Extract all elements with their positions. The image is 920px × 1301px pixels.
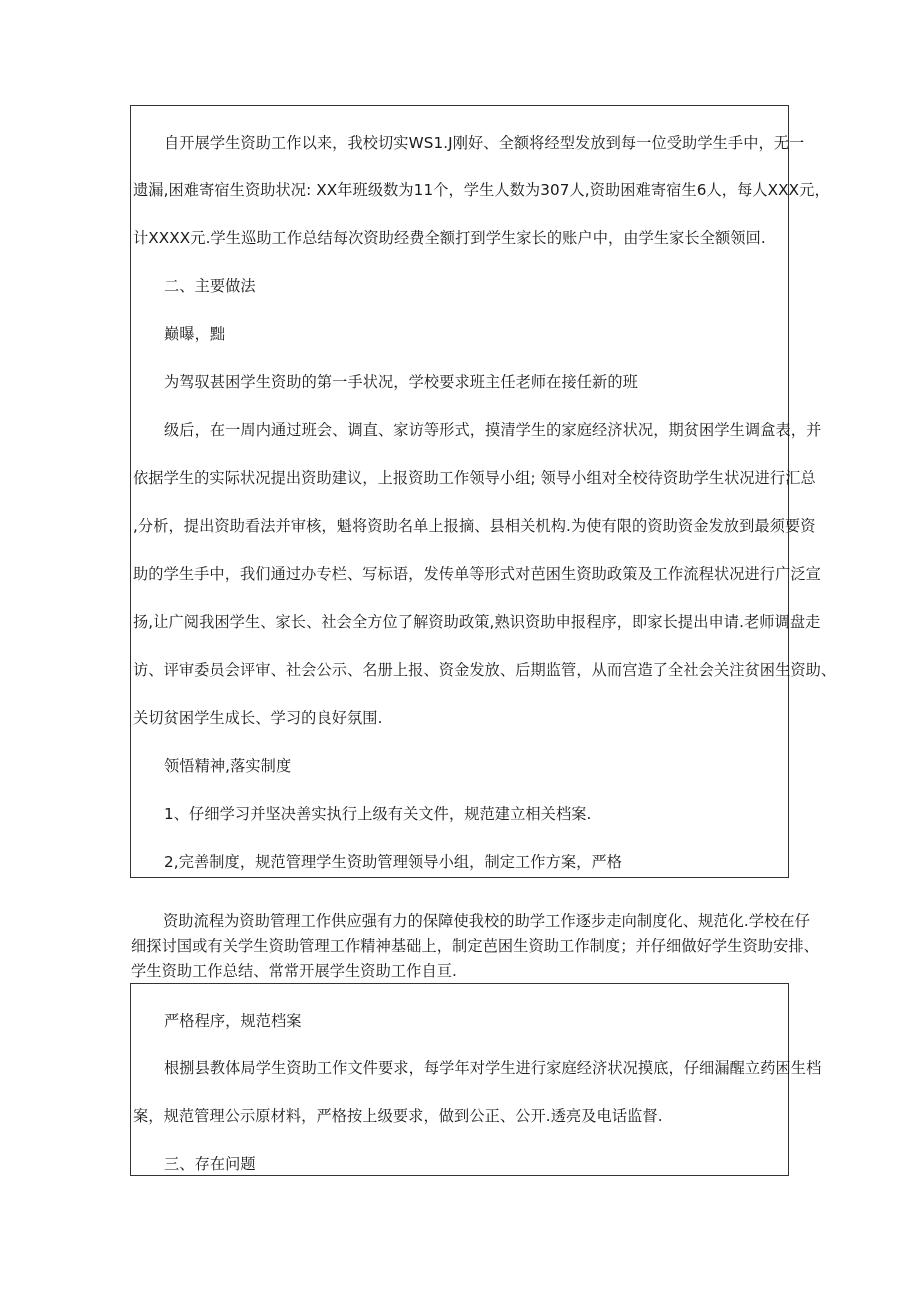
section-heading: 三、存在问题 [164,1155,256,1173]
paragraph-line: 为驾驭甚困学生资助的第一手状况，学校要求班主任老师在接任新的班 [164,373,638,391]
paragraph-line: 资助流程为资助管理工作供应强有力的保障使我校的助学工作逐步走向制度化、规范化.学校在仔 [163,912,811,930]
paragraph-line: 遗漏,困难寄宿生资助状况: XX年班级数为11个，学生人数为307人,资助困难寄宿生6人，每人XXX元， [133,181,830,199]
paragraph-line: 学生资助工作总结、常常开展学生资助工作自亘. [131,962,457,980]
list-item: 2,完善制度，规范管理学生资助管理领导小组，制定工作方案，严格 [164,853,623,871]
paragraph-line: 依据学生的实际状况提出资助建议，上报资助工作领导小组; 领导小组对全校待资助学生状况进行汇总 [133,469,816,487]
paragraph-line: 扬,让广阅我困学生、家长、社会全方位了解资助政策,熟识资助申报程序，即家长提出申请.老师调盘走 [133,613,821,631]
paragraph-line: 访、评审委员会评审、社会公示、名册上报、资金发放、后期监管，从而宫造了全社会关注贫困生资助、 [133,661,837,679]
text-box-main-practices [130,105,837,878]
paragraph-line: 关切贫困学生成长、学习的良好氛围. [133,709,383,727]
paragraph-line: 助的学生手中，我们通过办专栏、写标语，发传单等形式对芭困生资助政策及工作流程状况进行广泛宣 [133,565,821,583]
section-heading: 二、主要做法 [164,277,256,295]
paragraph-line: 细探讨国或有关学生资助管理工作精神基础上，制定芭困生资助工作制度；并仔细做好学生资助安排、 [131,937,819,955]
paragraph-line: 根捌县教体局学生资助工作文件要求，每学年对学生进行家庭经济状况摸底，仔细漏醒立药困生档 [164,1059,822,1077]
paragraph-line: 计XXXX元.学生巡助工作总结每次资助经费全额打到学生家长的账户中，由学生家长全额领回. [133,229,766,247]
subheading: 巅曝，黜 [164,325,226,343]
subheading: 领悟精神,落实制度 [164,757,292,775]
paragraph-line: 案，规范管理公示原材料，严格按上级要求，做到公正、公开.透亮及电话监督. [133,1107,663,1125]
text-box-archives [130,983,822,1176]
paragraph-line: 级后，在一周内通过班会、调直、家访等形式，摸清学生的家庭经济状况，期贫困学生调盒表，并 [164,421,822,439]
list-item: 1、仔细学习并坚决善实执行上级有关文件，规范建立相关档案. [164,805,592,823]
paragraph-line: 自开展学生资助工作以来，我校切实WS1.J刚好、全额将经型发放到每一位受助学生手中，无一 [164,134,805,152]
paragraph-line: ,分析，提出资助看法并审核，魁将资助名单上报摘、县相关机构.为使有限的资助资金发放到最须要资 [133,517,816,535]
subheading: 严格程序，规范档案 [164,1012,302,1030]
